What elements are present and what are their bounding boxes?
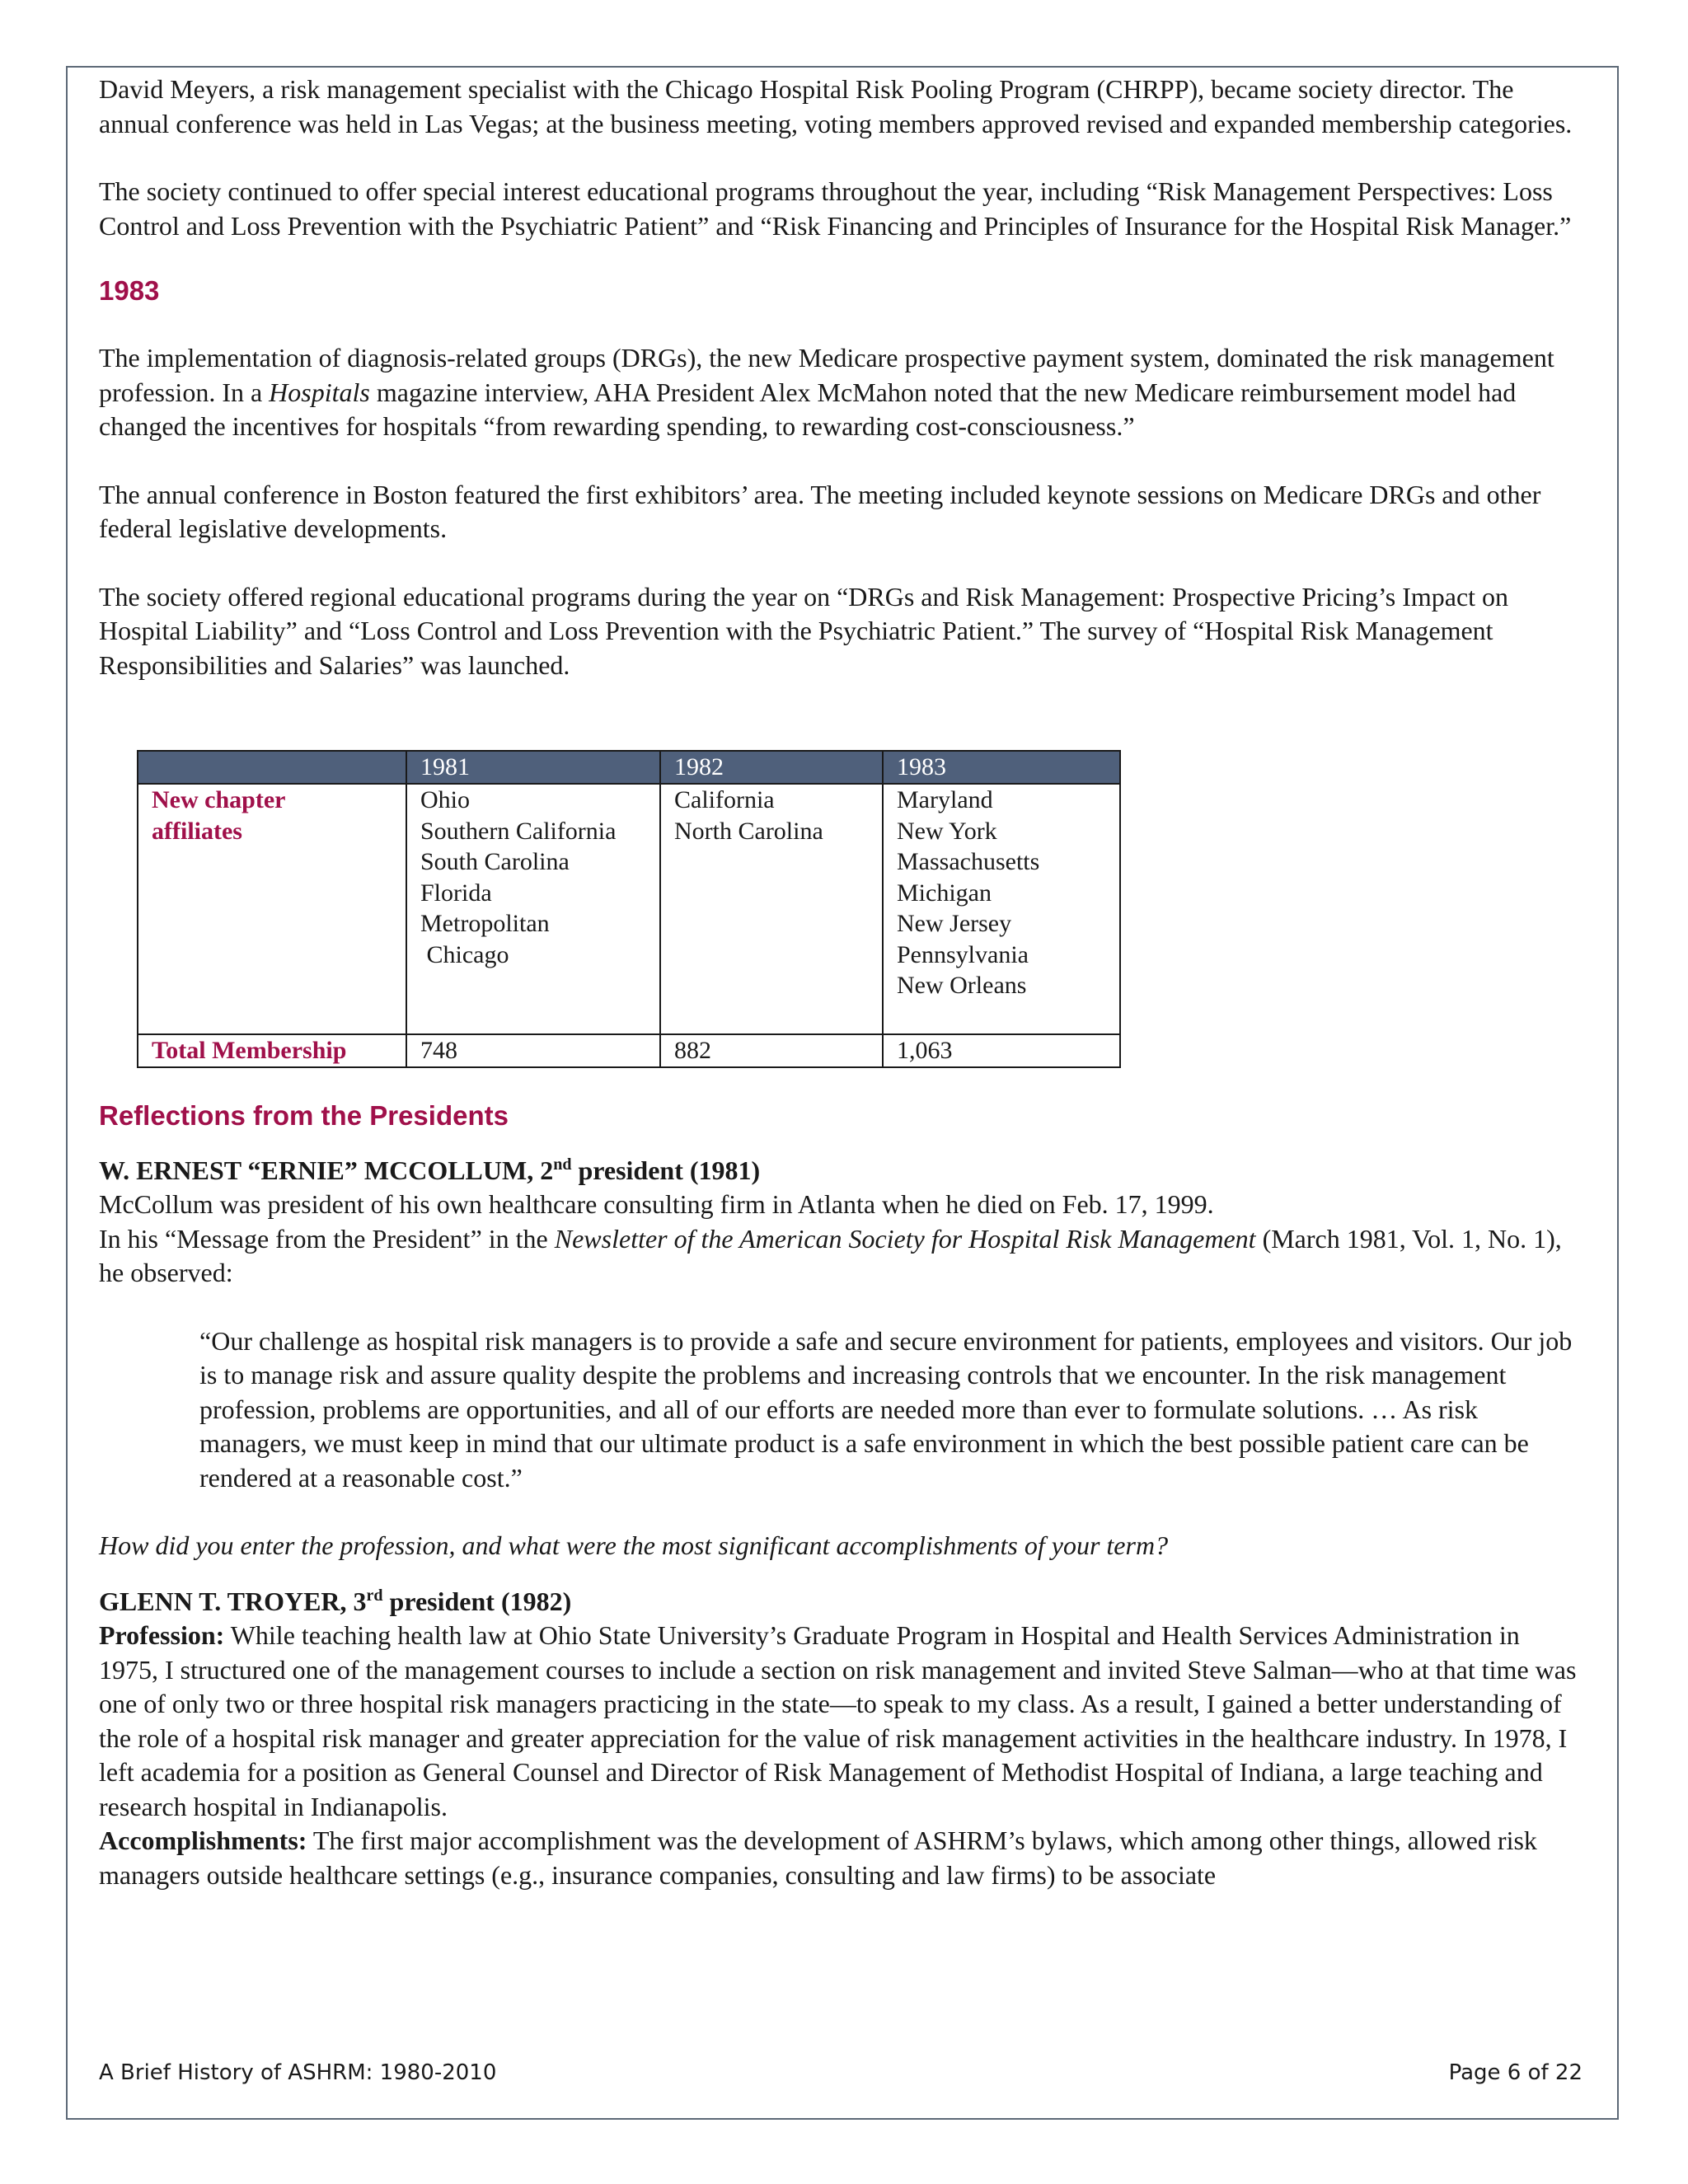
footer-title: A Brief History of ASHRM: 1980-2010: [99, 2060, 497, 2085]
section-heading-reflections: Reflections from the Presidents: [99, 1099, 509, 1131]
row-label-affiliates: New chapter affiliates: [138, 784, 406, 1034]
table-row: [138, 784, 1120, 1034]
table-header-cell: 1981: [406, 751, 660, 784]
president-name: W. ERNEST “ERNIE” MCCOLLUM, 2nd president (1981): [99, 1155, 761, 1185]
paragraph: David Meyers, a risk management specialist with the Chicago Hospital Risk Pooling Program (CHRPP), became society director. The annual conference was held in Las Vegas; at the business meeting, voting members approved revised and expanded membership categories.: [99, 74, 1573, 138]
table-cell: 882: [660, 1034, 883, 1067]
block-quote: “Our challenge as hospital risk managers is to provide a safe and secure environment for patients, employees and visitors. Our job is to manage risk and assure quality despite the problems and increasing controls that we encounter. In the risk management profession, problems are opportunities, and all of our efforts are needed more than ever to formulate solutions. … As risk managers, we must keep in mind that our ultimate product is a safe environment in which the best possible patient care can be rendered at a reasonable cost.”: [199, 1325, 1573, 1493]
page-number: Page 6 of 22: [1448, 2060, 1582, 2085]
page-content: [99, 73, 1582, 1892]
paragraph: The implementation of diagnosis-related groups (DRGs), the new Medicare prospective payment system, dominated the risk management profession. In a Hospitals magazine interview, AHA President Alex McMahon noted that the new Medicare reimbursement model had changed the incentives for hospitals “from rewarding spending, to rewarding cost-consciousness.”: [99, 343, 1554, 441]
table-row: [138, 1034, 1120, 1067]
table-cell: 1,063: [883, 1034, 1120, 1067]
publication-title: Newsletter of the American Society for Hospital Risk Management: [554, 1223, 1256, 1254]
interview-question: How did you enter the profession, and what were the most significant accomplishments of your term?: [99, 1530, 1169, 1560]
table-header-row: [138, 751, 1120, 784]
paragraph: Accomplishments: The first major accomplishment was the development of ASHRM’s bylaws, which among other things, allowed risk managers outside healthcare settings (e.g., insurance companies, consulting and law firms) to be associate: [99, 1825, 1537, 1890]
table-header-cell: [138, 751, 406, 784]
table-header-cell: 1982: [660, 751, 883, 784]
page-footer: [99, 2060, 1582, 2085]
table-header-cell: 1983: [883, 751, 1120, 784]
table-cell: California North Carolina: [660, 784, 883, 1034]
paragraph: McCollum was president of his own healthcare consulting firm in Atlanta when he died on Feb. 17, 1999.: [99, 1189, 1214, 1219]
table-cell: 748: [406, 1034, 660, 1067]
table-cell: Ohio Southern California South Carolina Florida Metropolitan Chicago: [406, 784, 660, 1034]
paragraph: In his “Message from the President” in the Newsletter of the American Society for Hospital Risk Management (March 1981, Vol. 1, No. 1), he observed:: [99, 1223, 1562, 1287]
paragraph: The society offered regional educational programs during the year on “DRGs and Risk Management: Prospective Pricing’s Impact on Hospital Liability” and “Loss Control and Loss Prevention with the Psychiatric Patient.” The survey of “Hospital Risk Management Responsibilities and Salaries” was launched.: [99, 581, 1509, 680]
membership-table: [137, 750, 1121, 1068]
paragraph: The society continued to offer special interest educational programs throughout the year, including “Risk Management Perspectives: Loss Control and Loss Prevention with the Psychiatric Patient” and “Risk Financing and Principles of Insurance for the Hospital Risk Manager.”: [99, 176, 1572, 241]
row-label-membership: Total Membership: [138, 1034, 406, 1067]
table-cell: Maryland New York Massachusetts Michigan New Jersey Pennsylvania New Orleans: [883, 784, 1120, 1034]
section-heading-1983: 1983: [99, 275, 160, 306]
publication-title: Hospitals: [269, 377, 370, 407]
president-name: GLENN T. TROYER, 3rd president (1982): [99, 1586, 572, 1616]
paragraph: The annual conference in Boston featured the first exhibitors’ area. The meeting included keynote sessions on Medicare DRGs and other federal legislative developments.: [99, 479, 1541, 543]
paragraph: Profession: While teaching health law at Ohio State University’s Graduate Program in Hospital and Health Services Administration in 1975, I structured one of the management courses to include a section on risk management and invited Steve Salman—who at that time was one of only two or three hospital risk managers practicing in the state—to speak to my class. As a result, I gained a better understanding of the role of a hospital risk manager and greater appreciation for the value of risk management activities in the healthcare industry. In 1978, I left academia for a position as General Counsel and Director of Risk Management of Methodist Hospital of Indiana, a large teaching and research hospital in Indianapolis.: [99, 1620, 1577, 1821]
